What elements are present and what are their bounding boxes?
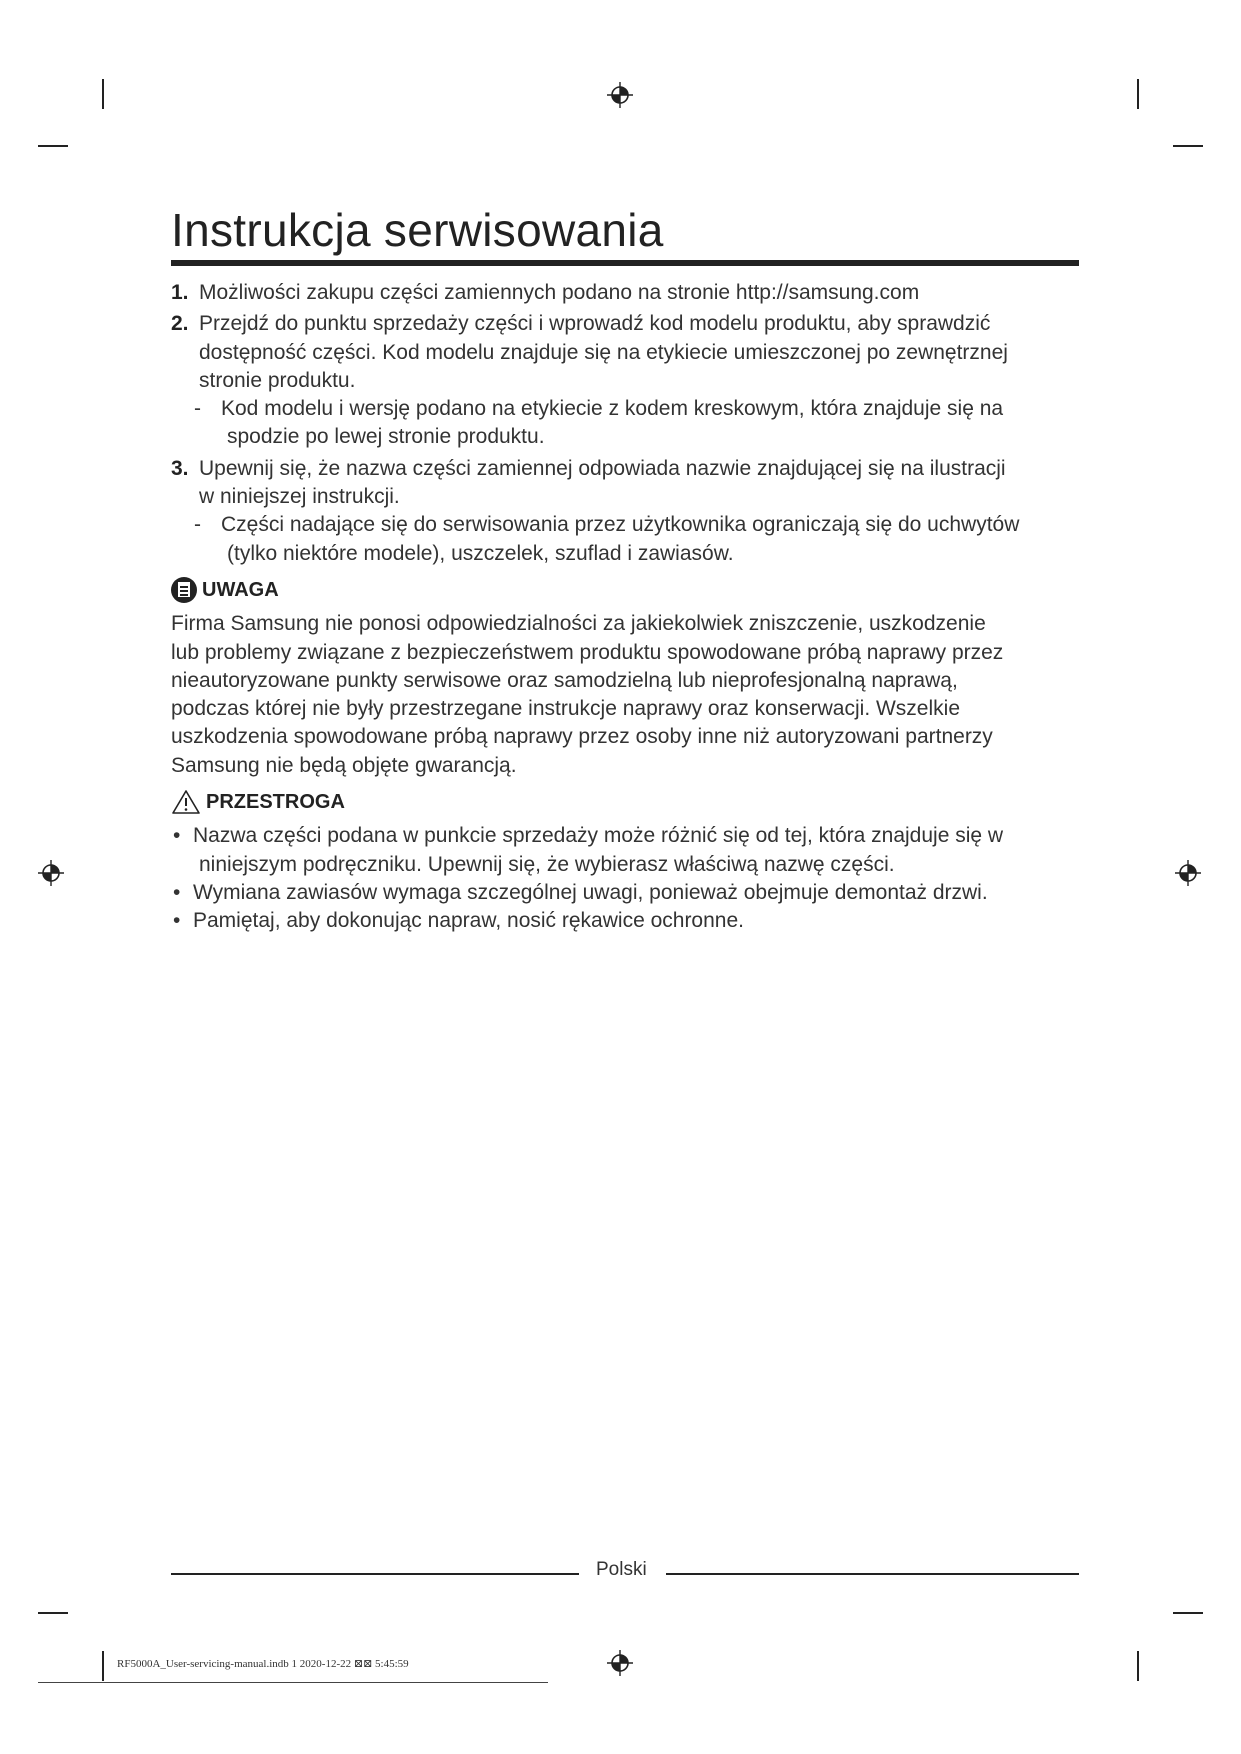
registration-target-icon — [607, 82, 633, 108]
note-line: Firma Samsung nie ponosi odpowiedzialności za jakiekolwiek zniszczenie, uszkodzenie — [171, 612, 986, 636]
footer-language: Polski — [596, 1559, 647, 1580]
page-title: Instrukcja serwisowania — [171, 204, 664, 256]
bullet-marker: • — [173, 909, 181, 933]
note-line: podczas której nie były przestrzegane instrukcje naprawy oraz konserwacji. Wszelkie — [171, 697, 960, 721]
item-text-line: dostępność części. Kod modelu znajduje się na etykiecie umieszczonej po zewnętrznej — [199, 340, 1008, 364]
warning-triangle-icon — [171, 789, 201, 815]
print-slug: RF5000A_User-servicing-manual.indb 1 2020-12-22 ⊠⊠ 5:45:59 — [117, 1658, 409, 1670]
caution-heading — [171, 788, 1086, 816]
list-item — [171, 907, 1086, 935]
note-label: UWAGA — [202, 578, 279, 601]
sub-item — [192, 511, 1086, 568]
dash-marker: - — [194, 397, 201, 421]
note-heading — [171, 576, 1086, 604]
list-item — [171, 822, 1086, 879]
item-text-line: w niniejszej instrukcji. — [199, 485, 400, 509]
bullet-line: Nazwa części podana w punkcie sprzedaży może różnić się od tej, która znajduje się w — [193, 824, 1004, 848]
item-text-line: stronie produktu. — [199, 368, 356, 392]
numbered-item-2 — [171, 310, 1086, 395]
item-text-line: Upewnij się, że nazwa części zamiennej odpowiada nazwie znajdującej się na ilustracji — [199, 456, 1006, 480]
slug-rule — [38, 1682, 548, 1683]
note-line: lub problemy związane z bezpieczeństwem produktu spowodowane próbą naprawy przez — [171, 640, 1004, 664]
caution-list — [171, 822, 1086, 935]
note-document-icon — [171, 577, 197, 603]
item-text-line: Przejdź do punktu sprzedaży części i wprowadź kod modelu produktu, aby sprawdzić — [199, 312, 991, 336]
item-number: 3. — [171, 456, 189, 480]
note-line: uszkodzenia spowodowane próbą naprawy przez osoby inne niż autoryzowani partnerzy — [171, 725, 993, 749]
footer-rule-left — [171, 1573, 579, 1575]
sub-item-line: Kod modelu i wersję podano na etykiecie z kodem kreskowym, która znajduje się na — [221, 397, 1004, 421]
sub-item-line: Części nadające się do serwisowania przez użytkownika ograniczają się do uchwytów — [221, 513, 1020, 537]
bullet-line: Pamiętaj, aby dokonując napraw, nosić rękawice ochronne. — [193, 909, 744, 933]
page-content — [171, 276, 1086, 936]
crop-mark-bottom-left-horizontal — [38, 1612, 68, 1614]
bullet-line: niniejszym podręczniku. Upewnij się, że wybierasz właściwą nazwę części. — [199, 852, 895, 876]
numbered-item-3 — [171, 455, 1086, 512]
list-item — [171, 879, 1086, 907]
crop-mark-bottom-right-vertical — [1137, 1651, 1139, 1681]
sub-item — [192, 395, 1086, 452]
registration-target-icon — [607, 1650, 633, 1676]
crop-mark-top-right-vertical — [1137, 79, 1139, 109]
bullet-line: Wymiana zawiasów wymaga szczególnej uwagi, ponieważ obejmuje demontaż drzwi. — [193, 880, 988, 904]
bullet-marker: • — [173, 824, 181, 848]
item-number: 2. — [171, 312, 189, 336]
note-line: nieautoryzowane punkty serwisowe oraz samodzielną lub nieprofesjonalną naprawą, — [171, 668, 958, 692]
caution-label: PRZESTROGA — [206, 791, 345, 814]
crop-mark-top-right-horizontal — [1173, 145, 1203, 147]
bullet-marker: • — [173, 880, 181, 904]
sub-item-line: (tylko niektóre modele), uszczelek, szuflad i zawiasów. — [227, 541, 734, 565]
footer-rule-right — [666, 1573, 1079, 1575]
note-line: Samsung nie będą objęte gwarancją. — [171, 753, 517, 777]
item-number: 1. — [171, 281, 189, 304]
note-paragraph — [171, 610, 1086, 780]
sub-item-line: spodzie po lewej stronie produktu. — [227, 425, 545, 449]
dash-marker: - — [194, 513, 201, 537]
item-text-line: Możliwości zakupu części zamiennych podano na stronie http://samsung.com — [199, 281, 920, 304]
crop-mark-bottom-left-vertical — [102, 1651, 104, 1681]
crop-mark-top-left-horizontal — [38, 145, 68, 147]
title-underline — [171, 260, 1079, 266]
numbered-item-1 — [171, 279, 1086, 307]
registration-target-icon — [38, 860, 64, 886]
crop-mark-top-left-vertical — [102, 79, 104, 109]
registration-target-icon — [1175, 860, 1201, 886]
crop-mark-bottom-right-horizontal — [1173, 1612, 1203, 1614]
